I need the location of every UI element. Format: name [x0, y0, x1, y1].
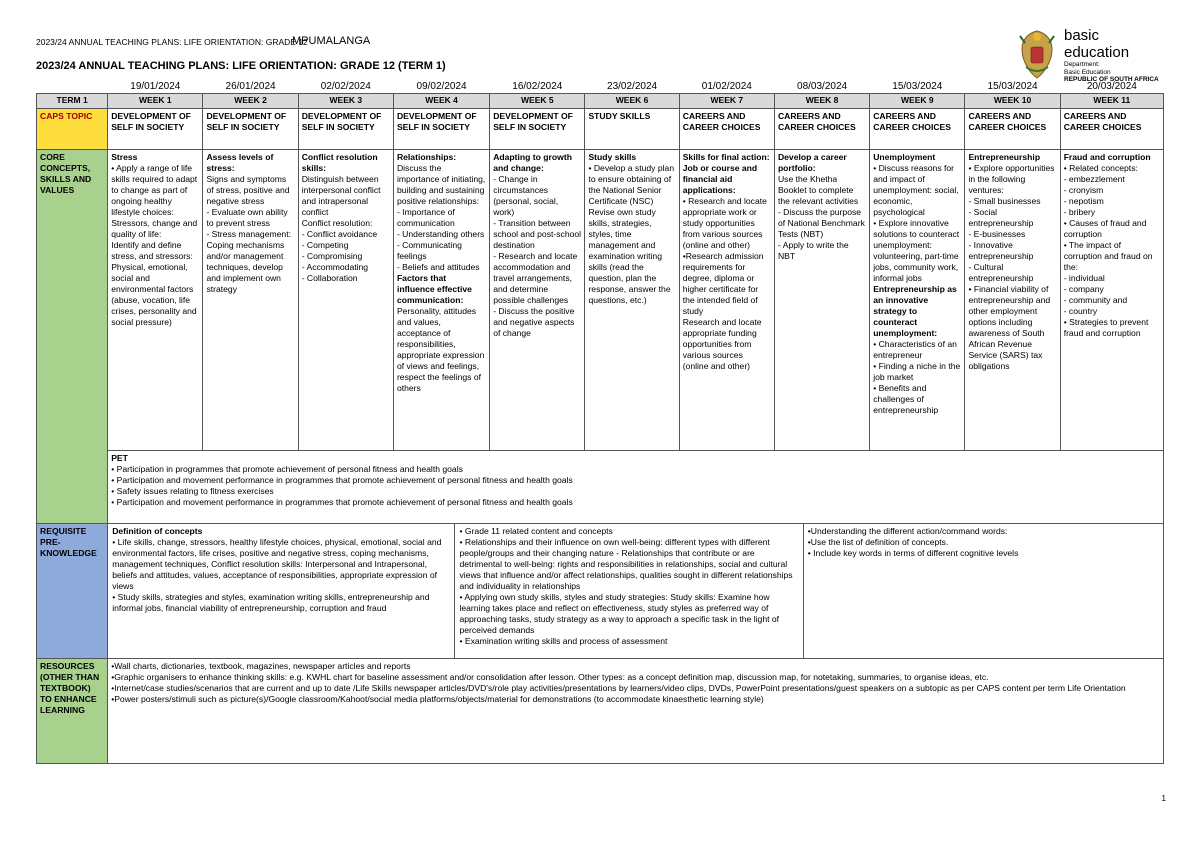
requisite-col [804, 524, 1163, 658]
logo-name: basic education [1064, 27, 1130, 61]
content-line: • Finding a niche in the job market [873, 361, 961, 382]
content-line: Distinguish between interpersonal conflict and intrapersonal conflict [301, 174, 381, 217]
content-line: • Relationships and their influence on own well-being: different types with different people/groups and their changing nature - Relationships that contribute or are detrimental to well-being: rights and responsibilities in relationships, social and cultural views that influence and/or affect relationships, qualities sought in different relationships and individuality in relationships [459, 537, 793, 591]
content-line: - country [1063, 306, 1098, 316]
content-line: - Change in circumstances (personal, social, work) [493, 174, 559, 217]
content-line: Identify and define stress, and stressors: Physical, emotional, social and environmental factors (abuse, vocation, life crises, personality and social pressure) [111, 240, 197, 327]
content-line: • Causes of fraud and corruption [1063, 218, 1147, 239]
header-small-title: 2023/24 ANNUAL TEACHING PLANS: LIFE ORIENTATION: GRADE 12 [36, 37, 308, 47]
content-line: - Discuss the positive and negative aspects of change [493, 306, 575, 338]
week-date: 15/03/2024 [892, 81, 943, 92]
content-line: - community and [1063, 295, 1128, 305]
content-line: - Small businesses [968, 196, 1041, 206]
resource-item: •Wall charts, dictionaries, textbook, magazines, newspaper articles and reports [111, 661, 411, 671]
caps-topic-cell: CAREERS AND CAREER CHOICES [870, 109, 965, 150]
week-header: WEEK 6 [585, 94, 679, 109]
week-date: 20/03/2024 [1086, 81, 1137, 92]
content-line: Definition of concepts [112, 526, 203, 536]
content-line: - Social entrepreneurship [968, 207, 1034, 228]
week-date: 15/03/2024 [987, 81, 1038, 92]
caps-topic-cell: DEVELOPMENT OF SELF IN SOCIETY [490, 109, 585, 150]
logo-line3: REPUBLIC OF SOUTH AFRICA [1064, 76, 1159, 83]
content-line: - Communicating feelings [396, 240, 462, 261]
content-line: - nepotism [1063, 196, 1104, 206]
content-line: Develop a career portfolio: [777, 152, 847, 173]
resource-item: •Power posters/stimuli such as picture(s)/Google classroom/Kahoot/social media platforms/objects/material for demonstrations (to accommodate kinaesthetic learning style) [111, 694, 764, 704]
core-concepts-row [37, 150, 1164, 451]
core-cell [203, 150, 298, 451]
week-date: 08/03/2024 [797, 81, 848, 92]
core-cell [298, 150, 393, 451]
term-label: TERM 1 [37, 94, 108, 109]
resources-row [37, 659, 1164, 764]
content-line: Entrepreneurship [968, 152, 1041, 162]
header-province: MPUMALANGA [292, 35, 371, 47]
week-header: WEEK 9 [870, 94, 965, 109]
content-line: • Include key words in terms of different cognitive levels [807, 548, 1019, 558]
core-cell [774, 150, 869, 451]
content-line: - Collaboration [301, 273, 358, 283]
content-line: Use the Khetha Booklet to complete the relevant activities [777, 174, 859, 206]
resource-item: •Internet/case studies/scenarios that are current and up to date /Life Skills newspaper articles/DVD's/role play activities/presentations by learners/video clips, DVDs, PowerPoint presentations/guest speakers on a subtopic as per CAPS content per term Life Orientation [111, 683, 1126, 693]
core-cell [585, 150, 679, 451]
content-line: Unemployment [873, 152, 936, 162]
content-line: Stress [111, 152, 138, 162]
content-line: • Explore opportunities in the following ventures: [968, 163, 1055, 195]
content-line: - Discuss the purpose of National Benchmark Tests (NBT) [777, 207, 865, 239]
content-line: • Research and locate appropriate work or study opportunities from various sources (online and other) [682, 196, 767, 250]
content-line: •Understanding the different action/command words: [807, 526, 1008, 536]
week-header: WEEK 11 [1060, 94, 1163, 109]
core-cell [679, 150, 774, 451]
content-line: • Strategies to prevent fraud and corruption [1063, 317, 1149, 338]
content-line: Discuss the importance of initiating, building and sustaining positive relationships: [396, 163, 486, 206]
caps-topic-cell: CAREERS AND CAREER CHOICES [965, 109, 1060, 150]
content-line: Research and locate appropriate funding opportunities from various sources (online and other) [682, 317, 762, 371]
content-line: - Research and locate accommodation and travel arrangements, and determine possible challenges [493, 251, 578, 305]
requisite-label: REQUISITE PRE- KNOWLEDGE [37, 524, 108, 659]
pet-item: • Safety issues relating to fitness exercises [111, 486, 274, 496]
pet-item: • Participation and movement performance in programmes that promote achievement of personal fitness and health goals [111, 475, 573, 485]
content-line: Factors that influence effective communication: [396, 273, 472, 305]
content-line: - bribery [1063, 207, 1096, 217]
week-date: 23/02/2024 [607, 81, 658, 92]
week-header: WEEK 10 [965, 94, 1060, 109]
content-line: Fraud and corruption [1063, 152, 1151, 162]
content-line: - Apply to write the NBT [777, 240, 849, 261]
content-line: - company [1063, 284, 1104, 294]
content-line: Study skills [588, 152, 637, 162]
core-cell [393, 150, 489, 451]
content-line: • Applying own study skills, styles and study strategies: Study skills: Examine how learning takes place and reflect on effectiveness, study styles as preferred way of approaching tasks, study strategy as a way to approach a specific task in the light of perceived demands [459, 592, 780, 635]
content-line: - Transition between school and post-school destination [493, 218, 582, 250]
week-header: WEEK 5 [490, 94, 585, 109]
pet-cell [108, 451, 1164, 524]
content-line: • Characteristics of an entrepreneur [873, 339, 957, 360]
content-line: - Stress management: Coping mechanisms and/or management techniques, develop and implement own strategy [206, 229, 291, 294]
caps-topic-cell: CAREERS AND CAREER CHOICES [1060, 109, 1163, 150]
teaching-plan-table [36, 78, 1164, 764]
caps-topic-label: CAPS TOPIC [37, 109, 108, 150]
pet-title: PET [111, 453, 128, 463]
week-date: 26/01/2024 [225, 81, 276, 92]
resources-label: RESOURCES (OTHER THAN TEXTBOOK) TO ENHANCE LEARNING [37, 659, 108, 764]
week-date: 16/02/2024 [512, 81, 563, 92]
caps-topic-row [37, 109, 1164, 150]
requisite-cell [108, 524, 1164, 659]
content-line: - Accommodating [301, 262, 369, 272]
content-line: - Cultural entrepreneurship [968, 262, 1034, 283]
week-date: 19/01/2024 [130, 81, 181, 92]
content-line: Entrepreneurship as an innovative strategy to counteract unemployment: [873, 284, 957, 338]
dates-row [37, 78, 1164, 94]
week-header: WEEK 8 [774, 94, 869, 109]
content-line: - Evaluate own ability to prevent stress [206, 207, 288, 228]
content-line: Assess levels of stress: [206, 152, 274, 173]
page-number: 1 [1161, 794, 1166, 803]
content-line: • Apply a range of life skills required to adapt to change as part of ongoing healthy lifestyle choices: Stressors, change and quality of life: [111, 163, 198, 239]
content-line: • Grade 11 related content and concepts [459, 526, 613, 536]
content-line: - individual [1063, 273, 1105, 283]
content-line: Conflict resolution: [301, 218, 373, 228]
content-line: Signs and symptoms of stress, positive and negative stress [206, 174, 290, 206]
page-title: 2023/24 ANNUAL TEACHING PLANS: LIFE ORIENTATION: GRADE 12 (TERM 1) [36, 60, 446, 72]
content-line: • The impact of corruption and fraud on the: [1063, 240, 1153, 272]
dates-corner [37, 78, 108, 94]
content-line: - Innovative entrepreneurship [968, 240, 1034, 261]
weeks-header-row [37, 94, 1164, 109]
content-line: - E-businesses [968, 229, 1026, 239]
week-date: 09/02/2024 [416, 81, 467, 92]
caps-topic-cell: DEVELOPMENT OF SELF IN SOCIETY [393, 109, 489, 150]
content-line: - Compromising [301, 251, 363, 261]
content-line: • Study skills, strategies and styles, examination writing skills, entrepreneurship and informal jobs, financial viability of entrepreneurship, corruption and fraud [112, 592, 430, 613]
core-concepts-label: CORE CONCEPTS, SKILLS AND VALUES [37, 150, 108, 524]
content-line: • Life skills, change, stressors, healthy lifestyle choices, physical, emotional, social and environmental factors, life crises, positive and negative stress, coping mechanisms, management techniques, Conflict resolution skills: Interpersonal and Intrapersonal, beliefs and attitudes, values, acceptance of responsibilities, appropriate expression of views [112, 537, 442, 591]
core-cell [870, 150, 965, 451]
caps-topic-cell: STUDY SKILLS [585, 109, 679, 150]
caps-topic-cell: DEVELOPMENT OF SELF IN SOCIETY [203, 109, 298, 150]
week-header: WEEK 4 [393, 94, 489, 109]
week-header: WEEK 3 [298, 94, 393, 109]
core-cell [490, 150, 585, 451]
content-line: - Competing [301, 240, 349, 250]
content-line: •Use the list of definition of concepts. [807, 537, 949, 547]
caps-topic-cell: DEVELOPMENT OF SELF IN SOCIETY [298, 109, 393, 150]
content-line: •Research admission requirements for degree, diploma or higher certificate for the intended field of study [682, 251, 764, 316]
content-line: Skills for final action: Job or course and financial aid applications: [682, 152, 770, 195]
core-cell [965, 150, 1060, 451]
core-cell [1060, 150, 1163, 451]
content-line: • Benefits and challenges of entrepreneurship [873, 383, 939, 415]
core-cell [108, 150, 203, 451]
requisite-col [455, 524, 803, 658]
content-line: Adapting to growth and change: [493, 152, 572, 173]
content-line: - embezzlement [1063, 174, 1125, 184]
caps-topic-cell: CAREERS AND CAREER CHOICES [774, 109, 869, 150]
content-line: - cronyism [1063, 185, 1104, 195]
content-line: - Understanding others [396, 229, 485, 239]
content-line: - Conflict avoidance [301, 229, 378, 239]
content-line: • Examination writing skills and process of assessment [459, 636, 668, 646]
week-date: 02/02/2024 [320, 81, 371, 92]
content-line: Relationships: [396, 152, 457, 162]
coat-of-arms-icon [1016, 27, 1058, 82]
content-line: - Importance of communication [396, 207, 455, 228]
content-line: - Beliefs and attitudes [396, 262, 480, 272]
week-date: 01/02/2024 [701, 81, 752, 92]
pet-item: • Participation and movement performance in programmes that promote achievement of personal fitness and health goals [111, 497, 573, 507]
resources-cell [108, 659, 1164, 764]
logo-line1: Department: [1064, 61, 1100, 68]
content-line: Revise own study skills, strategies, styles, time management and examination writing skills (read the question, plan the response, answer the questions, etc.) [588, 207, 671, 305]
week-header: WEEK 1 [108, 94, 203, 109]
pet-row [37, 451, 1164, 524]
week-header: WEEK 2 [203, 94, 298, 109]
content-line: • Financial viability of entrepreneurship and other employment options including awareness of South African Revenue Service (SARS) tax obligations [968, 284, 1051, 371]
week-header: WEEK 7 [679, 94, 774, 109]
caps-topic-cell: CAREERS AND CAREER CHOICES [679, 109, 774, 150]
content-line: • Explore innovative solutions to counteract unemployment: volunteering, part-time jobs, community work, informal jobs [873, 218, 960, 283]
resource-item: •Graphic organisers to enhance thinking skills: e.g. KWHL chart for baseline assessment and/or consolidation after lesson. Other types: as a concept definition map, discussion map, for notetaking, summaries, to organise ideas, etc. [111, 672, 989, 682]
content-line: • Develop a study plan to ensure obtaining of the National Senior Certificate (NSC) [588, 163, 675, 206]
content-line: • Related concepts: [1063, 163, 1138, 173]
requisite-row [37, 524, 1164, 659]
department-logo [1016, 27, 1166, 82]
pet-item: • Participation in programmes that promote achievement of personal fitness and health goals [111, 464, 463, 474]
content-line: • Discuss reasons for and impact of unemployment: social, economic, psychological [873, 163, 959, 217]
requisite-col [108, 524, 455, 658]
logo-line2: Basic Education [1064, 68, 1111, 76]
content-line: Conflict resolution skills: [301, 152, 378, 173]
content-line: Personality, attitudes and values, acceptance of responsibilities, appropriate expression of views and feelings, respect the feelings of others [396, 306, 485, 393]
caps-topic-cell: DEVELOPMENT OF SELF IN SOCIETY [108, 109, 203, 150]
